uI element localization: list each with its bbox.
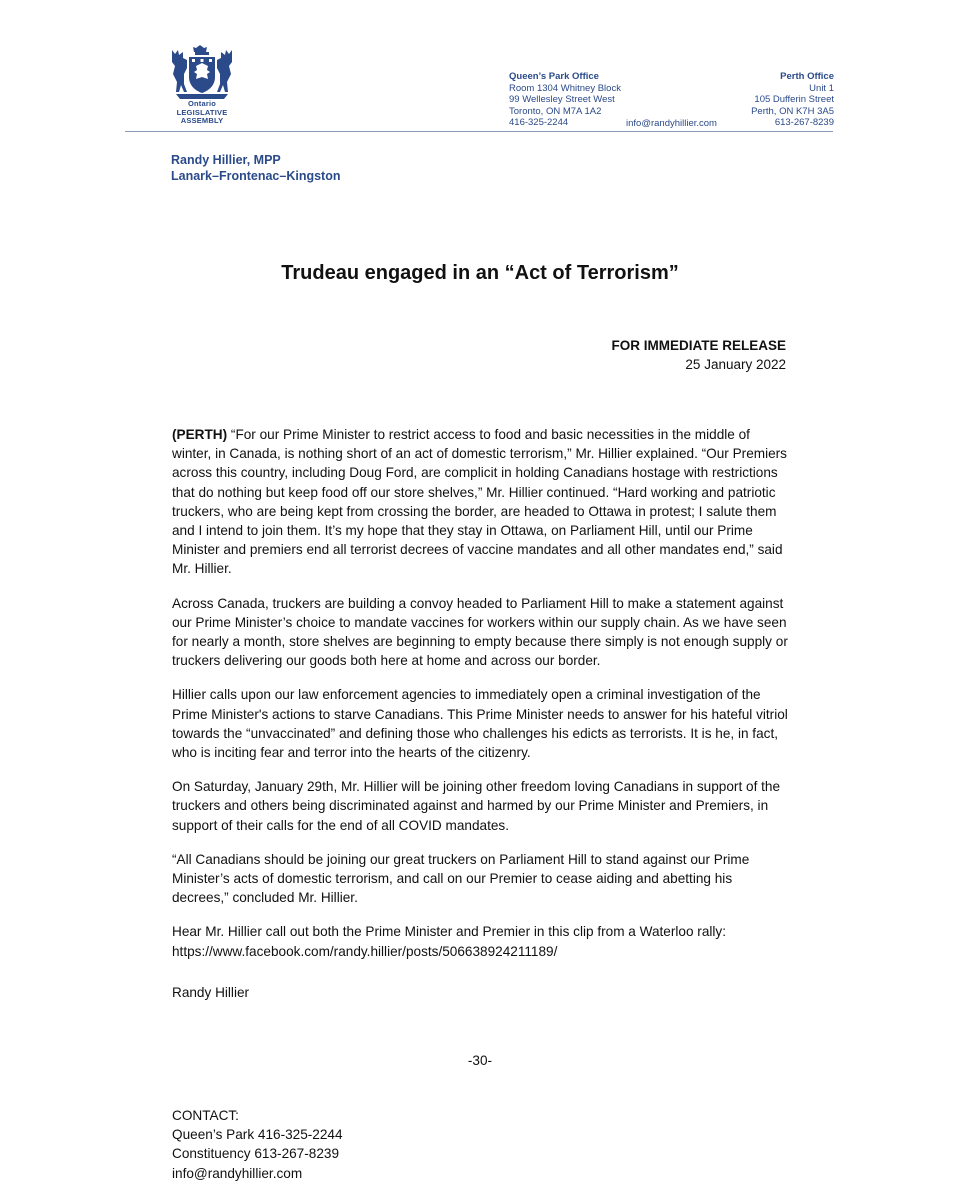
- facebook-link[interactable]: https://www.facebook.com/randy.hillier/posts/506638924211189/: [172, 943, 558, 959]
- header-divider: [125, 131, 833, 132]
- release-label: FOR IMMEDIATE RELEASE: [611, 338, 786, 353]
- body-paragraph: On Saturday, January 29th, Mr. Hillier will be joining other freedom loving Canadians in support of the truckers and others being discriminated against and harmed by our Prime Minister and Premiers, in support of their calls for the end of all COVID mandates.: [172, 779, 781, 833]
- member-block: [171, 152, 340, 184]
- office-title: Queen’s Park Office: [509, 71, 599, 82]
- address-line: Perth, ON K7H 3A5: [751, 105, 834, 117]
- press-release-headline: Trudeau engaged in an “Act of Terrorism”: [281, 262, 679, 284]
- body-paragraph: “All Canadians should be joining our great truckers on Parliament Hill to stand against our Prime Minister’s acts of domestic terrorism, and call on our Premier to cease aiding and abetting his decrees,” concluded Mr. Hillier.: [172, 851, 750, 906]
- phone-line: 416-325-2244: [509, 117, 569, 129]
- contact-line: Constituency 613-267-8239: [172, 1146, 340, 1162]
- paragraph-text: “For our Prime Minister to restrict access to food and basic necessities in the middle of winter, in Canada, is nothing short of an act of domestic terrorism,” Mr. Hillier explained. “Our Premiers across this country, including Doug Ford, are complicit in holding Canadians hostage with restrictions that do nothing but keep food off our store shelves,” Mr. Hillier continued. “Hard working and patriotic truckers, who are being kept from crossing the border, are headed to Ottawa in protest; I salute them and I intend to join them. It’s my hope that they stay in Ottawa, on Parliament Hill, until our Prime Minister and premiers end all terrorist decrees of vaccine mandates and all other mandates end,” said Mr. Hillier.: [172, 427, 787, 577]
- member-name: Randy Hillier, MPP: [171, 153, 281, 167]
- address-line: 99 Wellesley Street West: [509, 94, 615, 106]
- assembly-wordmark: [150, 100, 254, 126]
- release-date: 25 January 2022: [685, 357, 786, 372]
- end-mark: -30-: [467, 1053, 493, 1068]
- contact-label: CONTACT:: [172, 1108, 239, 1123]
- address-line: Toronto, ON M7A 1A2: [509, 105, 602, 117]
- contact-line: Queen’s Park 416-325-2244: [172, 1127, 343, 1143]
- phone-line: 613-267-8239: [774, 117, 834, 129]
- address-line: 105 Dufferin Street: [754, 94, 834, 106]
- contact-block: [172, 1106, 343, 1183]
- office-title: Perth Office: [780, 71, 834, 82]
- wordmark-line: ASSEMBLY: [180, 116, 224, 125]
- office-email[interactable]: info@randyhillier.com: [626, 118, 717, 129]
- body-paragraph: [172, 922, 792, 960]
- body-paragraph: Hillier calls upon our law enforcement agencies to immediately open a criminal investigation of the Prime Minister's actions to starve Canadians. This Prime Minister needs to answer for his hateful vitriol towards the “unvaccinated” and defining those who challenges his edicts as terrorists. It is he, in fact, who is inciting fear and terror into the hearts of the citizenry.: [172, 687, 788, 761]
- signoff: Randy Hillier: [172, 985, 250, 1000]
- body-paragraph: Across Canada, truckers are building a convoy headed to Parliament Hill to make a statement against our Prime Minister’s choice to mandate vaccines for workers within our supply chain. As we have seen for nearly a month, store shelves are beginning to empty because there simply is not enough supply or truckers delivering our goods both here at home and across our border.: [172, 595, 788, 669]
- member-riding: Lanark–Frontenac–Kingston: [171, 169, 341, 183]
- wordmark-line: LEGISLATIVE: [176, 107, 228, 117]
- contact-email[interactable]: info@randyhillier.com: [172, 1165, 303, 1181]
- address-line: Room 1304 Whitney Block: [509, 82, 621, 94]
- perth-office-address: [720, 71, 834, 129]
- wordmark-line: Ontario: [187, 99, 217, 108]
- release-block: [560, 336, 786, 374]
- address-line: Unit 1: [809, 82, 834, 94]
- dateline: (PERTH): [172, 427, 228, 442]
- body-paragraph: [172, 425, 792, 579]
- release-body: [172, 425, 792, 976]
- paragraph-text: Hear Mr. Hillier call out both the Prime Minister and Premier in this clip from a Waterloo rally:: [172, 924, 726, 940]
